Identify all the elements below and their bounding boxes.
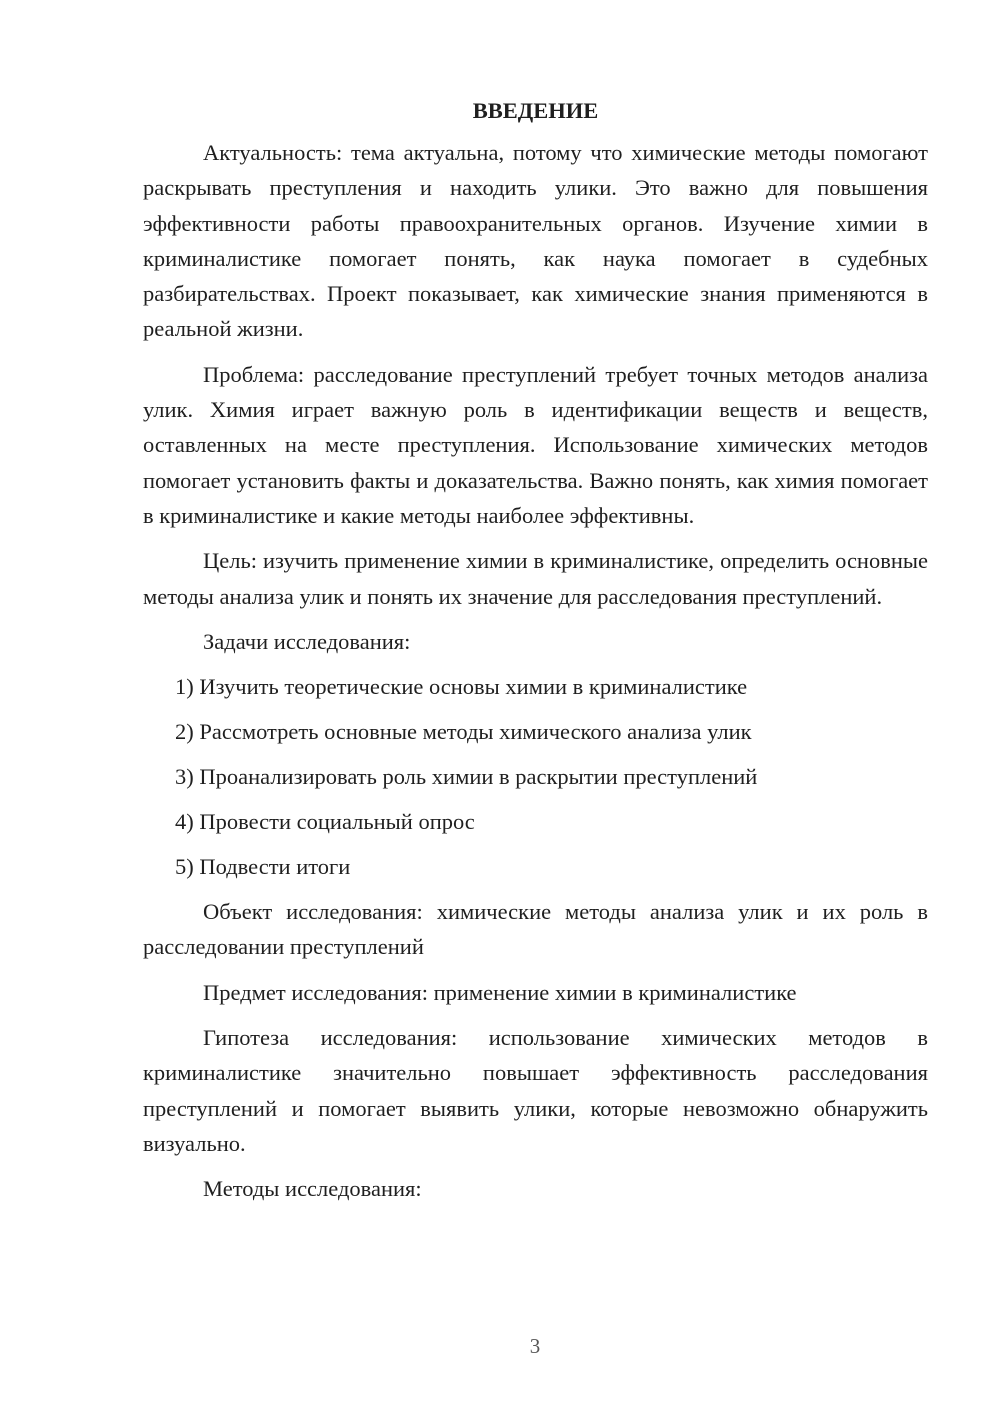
list-item: 5) Подвести итоги: [175, 853, 351, 879]
paragraph-problem: Проблема: расследование преступлений требует точных методов анализа улик. Химия играет важную роль в идентификации веществ и веществ, оставленных на месте преступления. Использование химических методов помогает установить факты и доказательства. Важно понять, как химия помогает в криминалистике и какие методы наиболее эффективны.: [143, 361, 928, 528]
paragraph-goal: Цель: изучить применение химии в криминалистике, определить основные методы анализа улик и понять их значение для расследования преступлений.: [143, 548, 928, 609]
tasks-heading: Задачи исследования:: [203, 628, 411, 654]
paragraph-hypothesis: Гипотеза исследования: использование химических методов в криминалистике значительно повышает эффективность расследования преступлений и помогает выявить улики, которые невозможно обнаружить визуально.: [143, 1024, 928, 1156]
list-item: 2) Рассмотреть основные методы химического анализа улик: [175, 719, 752, 745]
page-number: 3: [529, 1334, 541, 1358]
document-body: [143, 93, 928, 1216]
tasks-list: [143, 669, 928, 884]
list-item: 4) Провести социальный опрос: [175, 808, 475, 834]
methods-heading: Методы исследования:: [203, 1176, 422, 1202]
paragraph-relevance: Актуальность: тема актуальна, потому что химические методы помогают раскрывать преступления и находить улики. Это важно для повышения эффективности работы правоохранительных органов. Изучение химии в криминалистике помогает понять, как наука помогает в судебных разбирательствах. Проект показывает, как химические знания применяются в реальной жизни.: [143, 140, 928, 342]
paragraph-subject: Предмет исследования: применение химии в криминалистике: [203, 979, 797, 1005]
section-title: ВВЕДЕНИЕ: [472, 98, 599, 123]
list-item: 1) Изучить теоретические основы химии в криминалистике: [175, 674, 748, 700]
list-item: 3) Проанализировать роль химии в раскрытии преступлений: [175, 763, 758, 789]
paragraph-object: Объект исследования: химические методы анализа улик и их роль в расследовании преступлений: [143, 899, 928, 960]
